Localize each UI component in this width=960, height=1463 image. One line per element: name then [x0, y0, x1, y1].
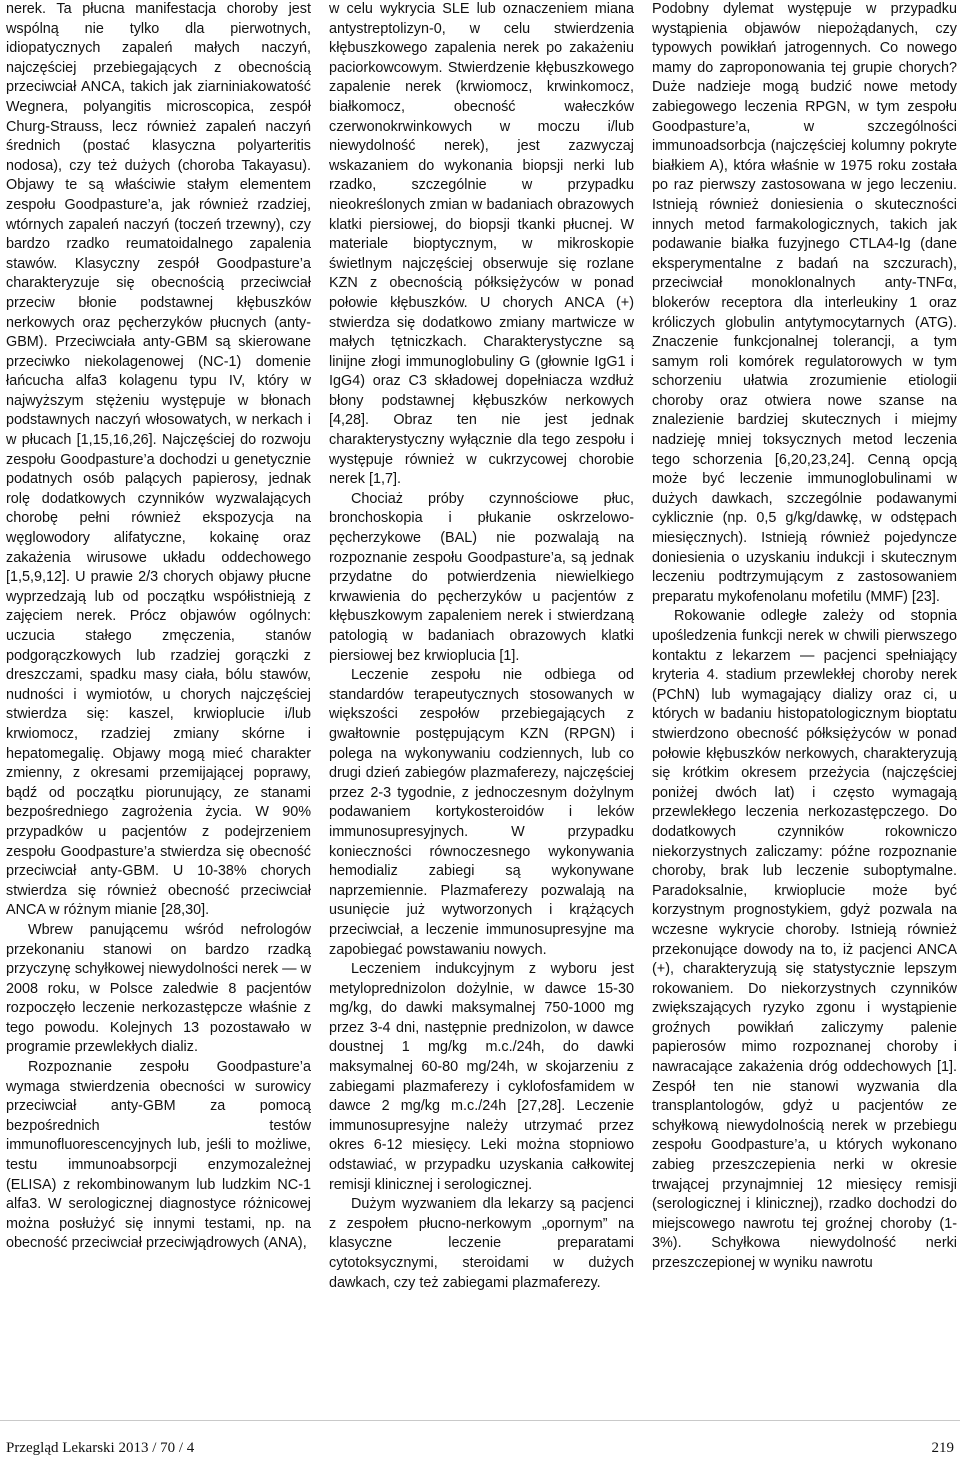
page-number: 219 — [931, 1440, 954, 1456]
paragraph: Rozpoznanie zespołu Goodpasture’a wymaga stwierdzenia obecności w surowicy przeciwciał anty-GBM za pomocą bezpośrednich testów immunofluorescencyjnych lub, jeśli to możliwe, testu immunoabsorpcji enzymozależnej (ELISA) z rekombinowanym lub ludzkim NC-1 alfa3. W serologicznej diagnostyce różnicowej można posłużyć się innymi testami, np. na obecność przeciwciał przeciwjądrowych (ANA), — [6, 1059, 311, 1252]
paragraph: Chociaż próby czynnościowe płuc, bronchoskopia i płukanie oskrzelowo-pęcherzykowe (BAL) nie pozwalają na rozpoznanie zespołu Goodpasture’a, są jednak przydatne do potwierdzenia niewielkiego krwawienia do pęcherzyków u pacjentów z kłębuszkowym zapaleniem nerek i stwierdzaną patologią w badaniach obrazowych klatki piersiowej bez krwioplucia [1]. — [329, 490, 634, 664]
paragraph: Dużym wyzwaniem dla lekarzy są pacjenci z zespołem płucno-nerkowym „opornym” na klasyczne leczenie preparatami cytotoksycznymi, steroidami w dużych dawkach, czy też zabiegami plazmaferezy. — [329, 1196, 634, 1291]
paragraph: Wbrew panującemu wśród nefrologów przekonaniu stanowi on bardzo rzadką przyczynę schyłkowej niewydolności nerek — w 2008 roku, w Polsce zaledwie 8 pacjentów rozpoczęło leczenie nerkozastępcze właśnie z tego powodu. Kolejnych 13 pozostawało w programie przewlekłych dializ. — [6, 921, 311, 1056]
text-column-2 — [329, 0, 634, 1293]
text-column-1 — [6, 0, 311, 1254]
paragraph: Leczeniem indukcyjnym z wyboru jest metyloprednizolon dożylnie, w dawce 15-30 mg/kg, do dawki maksymalnej 750-1000 mg przez 3-4 dni, następnie prednizolon, w dawce doustnej 1 mg/kg m.c./24h, do dawki maksymalnej 60-80 mg/24h, w skojarzeniu z zabiegami plazmaferezy i cyklofosfamidem w dawce 2 mg/kg m.c./24h [27,28]. Leczenie immunosupresyjne należy utrzymać przez okres 6-12 miesięcy. Leki można stopniowo odstawiać, w przypadku uzyskania całkowitej remisji klinicznej i serologicznej. — [329, 961, 634, 1193]
text-column-3 — [652, 0, 957, 1274]
paragraph: w celu wykrycia SLE lub oznaczeniem miana antystreptolizyn-0, w celu stwierdzenia kłębuszkowego zapalenia nerek po zakażeniu paciorkowcowym. Stwierdzenie kłębuszkowego zapalenie nerek (krwiomocz, krwinkomocz, białkomocz, obecność wałeczków czerwonokrwinkowych w moczu i/lub niewydolność nerek), jest zazwyczaj wskazaniem do wykonania biopsji nerki lub rzadko, szczególnie w przypadku nieokreślonych zmian w badaniach obrazowych klatki piersiowej, do biopsji tkanki płucnej. W materiale bioptycznym, w mikroskopie świetlnym najczęściej obserwuje się rozlane KZN z obecnością półksiężyców w ponad połowie kłębuszków. U chorych ANCA (+) stwierdza się dodatkowo zmiany martwicze w małych tętniczkach. Charakterystyczne są linijne złogi immunoglobuliny G (głownie IgG1 i IgG4) oraz C3 składowej dopełniacza wzdłuż błony podstawnej kłębuszków nerkowych [4,28]. Obraz ten nie jest jednak charakterystyczny wyłącznie dla tego zespołu i występuje również w cukrzycowej chorobie nerek [1,7]. — [329, 1, 634, 488]
paragraph: Podobny dylemat występuje w przypadku wystąpienia objawów niepożądanych, czy typowych powikłań jatrogennych. Co nowego mamy do zaproponowania tej grupie chorych? Duże nadzieje mogą budzić nowe metody zabiegowego leczenia RPGN, w tym zespołu Goodpasture’a, w szczególności immunoadsorbcja (najczęściej kolumny pokryte białkiem A), która właśnie w 1975 roku została po raz pierwszy zastosowana w jego leczeniu. Istnieją również doniesienia o skuteczności innych metod farmakologicznych, takich jak podawanie białka fuzyjnego CTLA4-Ig (dane eksperymentalne z badań na szczurach), przeciwciał monoklonalnych anty-TNFα, blokerów receptora dla interleukiny 1 oraz króliczych globulin antytymocytarnych (ATG). Znaczenie funkcjonalnej tolerancji, a tym samym roli komórek regulatorowych w tym schorzeniu ułatwia zrozumienie etiologii choroby oraz otwiera nowe szanse na znalezienie bardziej skutecznych i miejmy nadzieję mniej toksycznych metod leczenia tego schorzenia [6,20,23,24]. Cenną opcją może być leczenie immunoglobulinami w dużych dawkach, szczególnie podawanymi cyklicznie (np. 0,5 g/kg/dawkę, w odstępach miesięcznych). Istnieją również pojedyncze doniesienia o uzyskaniu indukcji i skutecznym leczeniu podtrzymującym z zastosowaniem preparatu mykofenolanu mofetilu (MMF) [23]. — [652, 1, 957, 605]
paragraph: nerek. Ta płucna manifestacja choroby jest wspólną nie tylko dla pierwotnych, idiopatycznych zapaleń małych naczyń, najczęściej przebiegających z obecnością przeciwciał ANCA, takich jak ziarniniakowatość Wegnera, polyangitis microscopica, zespół Churg-Strauss, lecz również zapaleń naczyń średnich (postać klasyczna polyarteritis nodosa), czy też dużych (choroba Takayasu). Objawy te są właściwie stałym elementem zespołu Goodpasture’a, jak również rzadziej, wtórnych zapaleń naczyń (toczeń trzewny), czy bardzo rzadko reumatoidalnego zapalenia stawów. Klasyczny zespół Goodpasture’a charakteryzuje się obecnością przeciwciał przeciw błonie podstawnej kłębuszków nerkowych oraz pęcherzyków płucnych (anty-GBM). Przeciwciała anty-GBM są skierowane przeciwko niekolagenowej (NC-1) domenie łańcucha alfa3 kolagenu typu IV, który w najwyższym stężeniu występuje w błonach podstawnych naczyń włosowatych, w nerkach i w płucach [1,15,16,26]. Najczęściej do rozwoju zespołu Goodpasture’a dochodzi u genetycznie podatnych osób palących papierosy, jednak rolę dodatkowych czynników wyzwalających chorobę pełni również ekspozycja na węglowodory alifatyczne, kokainę oraz zakażenia wirusowe układu oddechowego [1,5,9,12]. U prawie 2/3 chorych objawy płucne wyprzedzają lub od początku współistnieją z zajęciem nerek. Prócz objawów ogólnych: uczucia stałego zmęczenia, stanów podgorączkowych lub rzadziej gorączki z dreszczami, spadku masy ciała, bólu stawów, nudności i wymiotów, u chorych najczęściej stwierdza się: kaszel, krwioplucie i/lub krwiomocz, rzadziej zmiany skórne i hepatomegalię. Objawy mogą mieć charakter zmienny, z okresami przemijającej poprawy, bądź od początku piorunujący, ze stanami bezpośredniego zagrożenia życia. W 90% przypadków u pacjentów z podejrzeniem zespołu Goodpasture’a stwierdza się obecność przeciwciał anty-GBM. U 10-38% chorych stwierdza się również obecność przeciwciał ANCA w różnym mianie [28,30]. — [6, 1, 311, 919]
paragraph: Leczenie zespołu nie odbiega od standardów terapeutycznych stosowanych w większości zespołów przebiegających z gwałtownie postępującym KZN (RPGN) i polega na wykonywaniu codziennych, lub co drugi dzień zabiegów plazmaferezy, najczęściej przez 2-3 tygodnie, z jednoczesnym dożylnym podawaniem kortykosteroidów i leków immunosupresyjnych. W przypadku konieczności równoczesnego wykonywania hemodializ zabiegi są wykonywane naprzemiennie. Plazmaferezy pozwalają na usunięcie już wytworzonych i krążących przeciwciał, a leczenie immunosupresyjne ma zapobiegać powstawaniu nowych. — [329, 667, 634, 958]
journal-citation: Przegląd Lekarski 2013 / 70 / 4 — [6, 1440, 195, 1456]
paragraph: Rokowanie odległe zależy od stopnia upośledzenia funkcji nerek w chwili pierwszego kontaktu z lekarzem — pacjenci spełniający kryteria 4. stadium przewlekłej choroby nerek (PChN) lub wymagający dializy oraz ci, u których w badaniu histopatologicznym bioptatu stwierdzono obecność półksiężyców w ponad połowie kłębuszków nerkowych, charakteryzują się krótkim okresem przeżycia (najczęściej poniżej dwóch lat) i często wymagają przewlekłego leczenia nerkozastępczego. Do dodatkowych czynników rokowniczo niekorzystnych zaliczamy: późne rozpoznanie choroby, brak lub leczenie suboptymalne. Paradoksalnie, krwioplucie może być korzystnym prognostykiem, gdyż pozwala na wczesne wykrycie choroby. Istnieją również przekonujące dowody na to, iż pacjenci ANCA (+), charakteryzują się statystycznie lepszym rokowaniem. Do niekorzystnych czynników zwiększających ryzyko zgonu i wystąpienie groźnych powikłań zaliczymy palenie papierosów mimo rozpoznanej choroby i nawracające zakażenia dróg oddechowych [1]. Zespół ten nie stanowi wyzwania dla transplantologów, gdyż u pacjentów ze schyłkową niewydolnością nerek w przebiegu zespołu Goodpasture’a, u których wykonano zabieg przeszczepienia nerki w okresie trwającej przynajmniej 12 miesięcy remisji (serologicznej i klinicznej), rzadko dochodzi do miejscowego nawrotu tej groźnej choroby (1-3%). Schyłkowa niewydolność nerki przeszczepionej w wyniku nawrotu — [652, 608, 957, 1271]
footer-rule — [0, 1420, 960, 1421]
